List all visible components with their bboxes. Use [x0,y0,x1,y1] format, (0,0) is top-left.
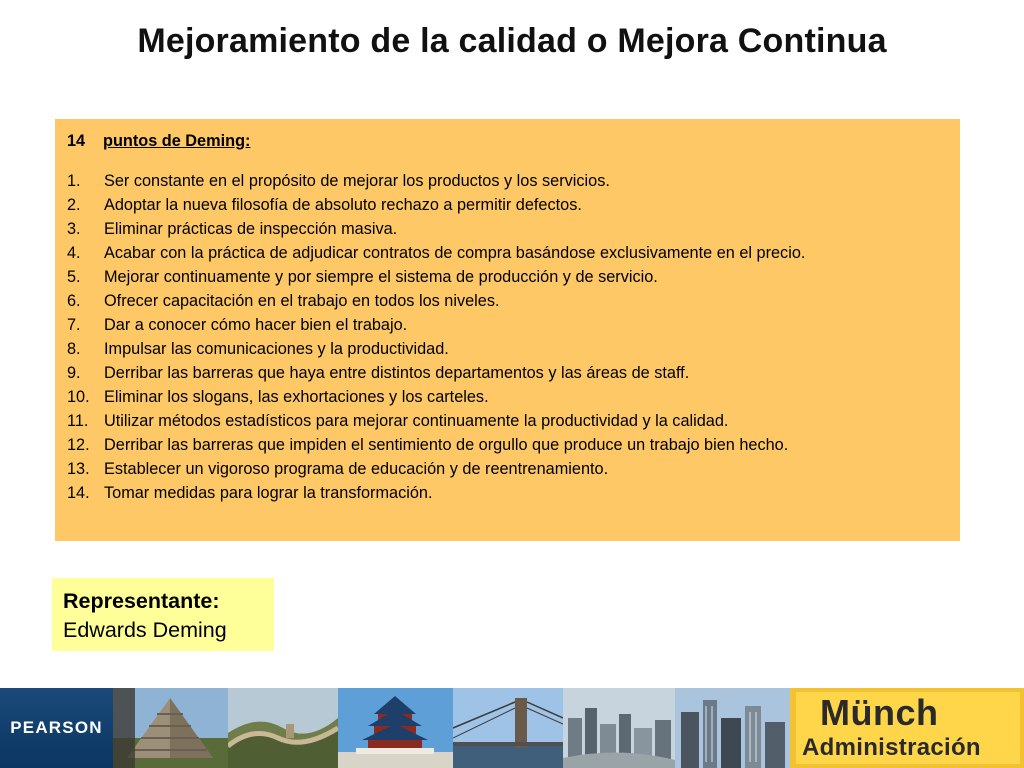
list-item-text: Derribar las barreras que impiden el sentimiento de orgullo que produce un trabajo bien hecho. [104,436,789,454]
book-title: Münch [820,692,939,733]
great-wall-photo [228,688,338,768]
pearson-logo: PEARSON [0,688,113,768]
list-item-text: Tomar medidas para lograr la transformación. [104,484,433,502]
list-item-number: 1. [67,172,81,190]
list-item [67,481,948,505]
city-skyline-photo [563,688,675,768]
list-item [67,241,948,265]
list-item [67,193,948,217]
list-item-number: 12. [67,436,90,454]
list-item [67,385,948,409]
points-heading-text: puntos de Deming: [103,132,251,150]
list-item-text: Mejorar continuamente y por siempre el sistema de producción y de servicio. [104,268,658,286]
list-item-number: 10. [67,388,90,406]
list-item [67,337,948,361]
representative-name: Edwards Deming [63,618,227,642]
list-item [67,409,948,433]
points-heading [67,129,948,153]
list-item [67,217,948,241]
list-item-text: Acabar con la práctica de adjudicar contratos de compra basándose exclusivamente en el precio. [104,244,806,262]
deming-points-box [55,119,960,541]
list-item-number: 4. [67,244,81,262]
list-item-text: Establecer un vigoroso programa de educación y de reentrenamiento. [104,460,609,478]
footer-banner [0,688,1024,768]
points-list [67,169,948,505]
list-item [67,313,948,337]
list-item-text: Dar a conocer cómo hacer bien el trabajo. [104,316,408,334]
representative-box [52,578,274,651]
book-subtitle: Administración [802,734,981,761]
list-item [67,169,948,193]
list-item [67,433,948,457]
points-heading-number: 14 [67,132,86,150]
list-item-number: 7. [67,316,81,334]
list-item-text: Ser constante en el propósito de mejorar los productos y los servicios. [104,172,610,190]
list-item [67,361,948,385]
list-item-text: Eliminar los slogans, las exhortaciones y los carteles. [104,388,489,406]
list-item-number: 8. [67,340,81,358]
list-item [67,265,948,289]
list-item-number: 2. [67,196,81,214]
list-item-number: 3. [67,220,81,238]
list-item-text: Impulsar las comunicaciones y la productividad. [104,340,449,358]
list-item-number: 13. [67,460,90,478]
skyscrapers-photo [675,688,790,768]
list-item-number: 5. [67,268,81,286]
list-item-text: Adoptar la nueva filosofía de absoluto rechazo a permitir defectos. [104,196,582,214]
bridge-photo [453,688,563,768]
list-item-text: Utilizar métodos estadísticos para mejorar continuamente la productividad y la calidad. [104,412,729,430]
book-title-panel [790,688,1024,768]
list-item-text: Eliminar prácticas de inspección masiva. [104,220,398,238]
pyramid-photo [113,688,228,768]
list-item-number: 6. [67,292,81,310]
list-item-text: Derribar las barreras que haya entre distintos departamentos y las áreas de staff. [104,364,690,382]
temple-of-heaven-photo [338,688,453,768]
list-item [67,289,948,313]
slide-title: Mejoramiento de la calidad o Mejora Continua [137,22,887,60]
list-item [67,457,948,481]
list-item-number: 14. [67,484,90,502]
list-item-number: 9. [67,364,81,382]
list-item-number: 11. [67,412,89,430]
list-item-text: Ofrecer capacitación en el trabajo en todos los niveles. [104,292,500,310]
representative-label: Representante: [63,589,220,613]
